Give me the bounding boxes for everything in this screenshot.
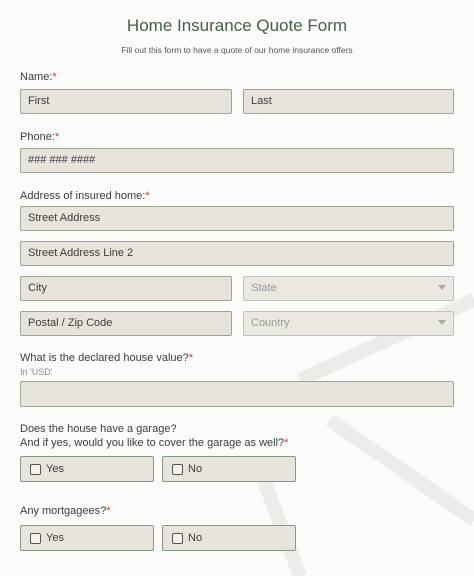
garage-question-line1: Does the house have a garage? (20, 423, 177, 435)
checkbox-icon (30, 464, 41, 475)
last-name-input[interactable]: Last (243, 89, 454, 114)
city-input[interactable]: City (20, 276, 232, 301)
house-value-input[interactable] (20, 381, 454, 407)
garage-no-option[interactable]: No (162, 456, 296, 482)
zip-code-input[interactable]: Postal / Zip Code (20, 311, 232, 336)
required-mark: * (52, 71, 57, 83)
checkbox-icon (172, 533, 183, 544)
address-label: Address of insured home:* (20, 190, 150, 202)
phone-label: Phone:* (20, 131, 60, 143)
checkbox-icon (172, 464, 183, 475)
country-select[interactable]: Country (243, 311, 454, 336)
required-mark: * (54, 131, 60, 143)
phone-input[interactable]: ### ### #### (20, 148, 454, 173)
street-address-input[interactable]: Street Address (20, 206, 454, 231)
house-value-label: What is the declared house value?* (20, 352, 194, 364)
house-value-hint: In 'USD' (20, 367, 53, 377)
required-mark: * (106, 505, 111, 517)
chevron-down-icon (438, 320, 446, 325)
chevron-down-icon (438, 285, 446, 290)
state-select[interactable]: State (243, 276, 454, 301)
form-title: Home Insurance Quote Form (126, 16, 348, 35)
required-mark: * (188, 352, 194, 364)
name-label: Name:* (20, 71, 57, 83)
checkbox-icon (30, 533, 41, 544)
mortgagees-label: Any mortgagees?* (20, 505, 111, 517)
required-mark: * (284, 437, 289, 449)
form-subtitle: Fill out this form to have a quote of our home insurance offers (121, 45, 353, 55)
first-name-input[interactable]: First (20, 89, 232, 114)
garage-yes-option[interactable]: Yes (20, 456, 154, 482)
garage-question-line2: And if yes, would you like to cover the garage as well?* (20, 437, 289, 449)
required-mark: * (145, 190, 150, 202)
mortgagees-no-option[interactable]: No (162, 525, 296, 551)
mortgagees-yes-option[interactable]: Yes (20, 525, 154, 551)
street-address-line2-input[interactable]: Street Address Line 2 (20, 241, 454, 266)
